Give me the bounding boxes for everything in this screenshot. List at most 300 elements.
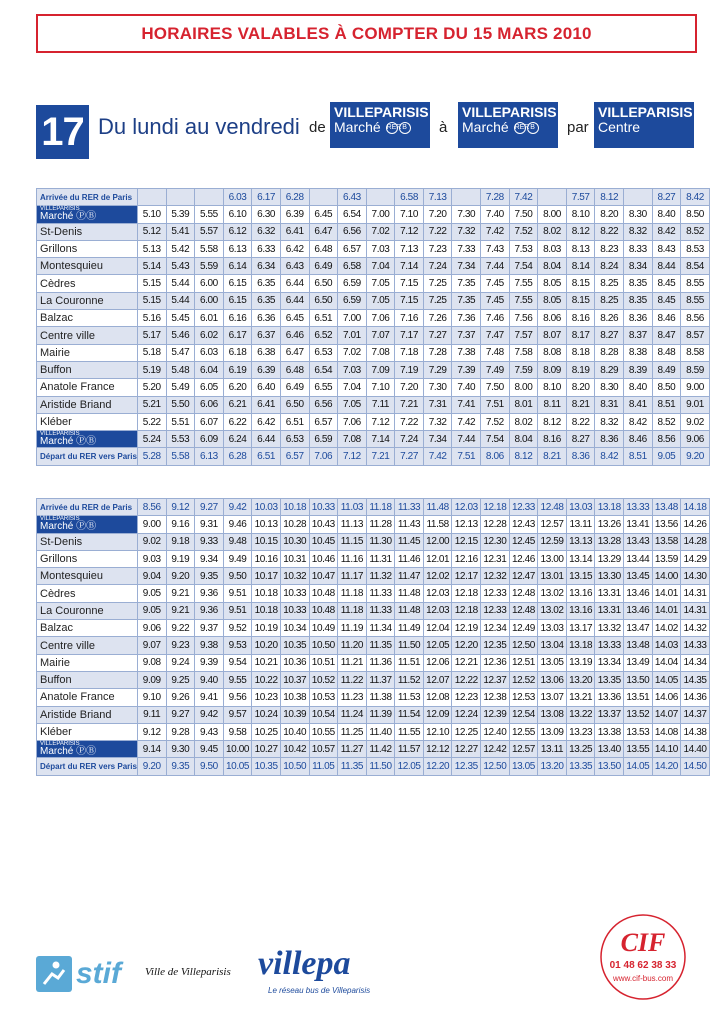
time-cell: 7.04 (338, 379, 367, 396)
stop-row (37, 361, 710, 378)
time-cell: 10.34 (280, 620, 309, 637)
time-cell: 11.48 (423, 499, 452, 516)
stif-runner-icon (36, 956, 72, 992)
time-cell: 10.24 (252, 706, 281, 723)
time-cell: 5.19 (137, 361, 166, 378)
time-cell: 6.38 (252, 344, 281, 361)
time-cell: 9.50 (223, 568, 252, 585)
time-cell (309, 189, 338, 206)
time-cell: 7.10 (395, 206, 424, 223)
time-cell: 9.25 (166, 671, 195, 688)
time-cell: 12.49 (509, 620, 538, 637)
time-cell: 9.42 (223, 499, 252, 516)
time-cell: 12.43 (509, 516, 538, 533)
time-cell: 6.22 (223, 413, 252, 430)
time-cell: 13.29 (595, 550, 624, 567)
time-cell: 14.34 (681, 654, 710, 671)
time-cell: 7.56 (509, 310, 538, 327)
time-cell: 11.49 (395, 620, 424, 637)
time-cell: 13.07 (538, 689, 567, 706)
time-cell: 8.33 (624, 240, 653, 257)
time-cell: 7.21 (366, 448, 395, 465)
time-cell: 9.52 (223, 620, 252, 637)
time-cell: 12.36 (481, 654, 510, 671)
via-stop-name: Centre (598, 118, 641, 135)
stop-row (37, 413, 710, 430)
time-cell: 13.19 (566, 654, 595, 671)
time-cell: 12.50 (481, 758, 510, 775)
stop-row (37, 533, 710, 550)
time-cell: 12.31 (481, 550, 510, 567)
time-cell: 14.35 (681, 671, 710, 688)
time-cell: 13.28 (595, 533, 624, 550)
time-cell: 6.54 (309, 361, 338, 378)
time-cell: 5.43 (166, 258, 195, 275)
stop-row (37, 516, 710, 533)
time-cell: 9.08 (137, 654, 166, 671)
time-cell: 14.01 (652, 585, 681, 602)
stop-label: VILLEPARISIS Marché ⓅⒷ (37, 516, 138, 533)
time-cell: 6.44 (280, 275, 309, 292)
time-cell: 12.19 (452, 620, 481, 637)
stop-row (37, 637, 710, 654)
time-cell: 10.38 (280, 689, 309, 706)
time-cell: 12.35 (481, 637, 510, 654)
time-cell: 6.33 (252, 240, 281, 257)
time-cell: 8.55 (681, 292, 710, 309)
time-cell: 6.58 (338, 258, 367, 275)
time-cell: 11.21 (338, 654, 367, 671)
from-stop-city: VILLEPARISIS (334, 104, 429, 120)
time-cell: 13.11 (538, 741, 567, 758)
time-cell: 11.37 (366, 671, 395, 688)
stop-row (37, 240, 710, 257)
time-cell: 5.24 (137, 431, 166, 448)
stop-label: Départ du RER vers Paris (37, 448, 138, 465)
time-cell: 9.28 (166, 723, 195, 740)
time-cell: 13.33 (624, 499, 653, 516)
time-cell: 5.16 (137, 310, 166, 327)
time-cell: 8.19 (566, 361, 595, 378)
time-cell: 8.29 (595, 361, 624, 378)
time-cell: 5.55 (195, 206, 224, 223)
service-days: Du lundi au vendredi (98, 114, 300, 139)
time-cell: 9.35 (195, 568, 224, 585)
time-cell: 7.33 (452, 240, 481, 257)
time-cell: 8.44 (652, 258, 681, 275)
time-cell: 5.17 (137, 327, 166, 344)
time-cell: 7.14 (395, 258, 424, 275)
time-cell: 10.46 (309, 550, 338, 567)
time-cell: 7.19 (395, 361, 424, 378)
time-cell: 11.54 (395, 706, 424, 723)
time-cell: 8.04 (538, 258, 567, 275)
time-cell: 11.57 (395, 741, 424, 758)
time-cell: 11.24 (338, 706, 367, 723)
time-cell: 7.54 (481, 431, 510, 448)
time-cell: 7.06 (338, 413, 367, 430)
time-cell: 6.47 (280, 344, 309, 361)
time-cell: 9.06 (681, 431, 710, 448)
time-cell: 9.40 (195, 671, 224, 688)
time-cell: 8.35 (624, 275, 653, 292)
time-cell: 5.22 (137, 413, 166, 430)
time-cell: 8.53 (681, 240, 710, 257)
time-cell: 11.52 (395, 671, 424, 688)
line-b-icon: B (527, 122, 539, 134)
time-cell: 9.45 (195, 741, 224, 758)
time-cell: 8.56 (652, 431, 681, 448)
stop-label: Balzac (37, 310, 138, 327)
time-cell: 8.20 (595, 206, 624, 223)
time-cell (166, 189, 195, 206)
time-cell: 10.31 (280, 550, 309, 567)
time-cell: 14.01 (652, 602, 681, 619)
time-cell: 12.10 (423, 723, 452, 740)
time-cell: 13.50 (624, 671, 653, 688)
time-cell: 6.50 (280, 396, 309, 413)
time-cell: 6.59 (309, 431, 338, 448)
time-cell: 7.25 (423, 275, 452, 292)
time-cell: 13.53 (624, 723, 653, 740)
time-cell: 8.26 (595, 310, 624, 327)
time-cell: 12.55 (509, 723, 538, 740)
time-cell: 7.14 (366, 431, 395, 448)
time-cell: 10.30 (280, 533, 309, 550)
ville-logo-text: Ville de Villeparisis (145, 966, 231, 978)
time-cell: 8.59 (681, 361, 710, 378)
time-cell: 10.43 (309, 516, 338, 533)
time-cell: 9.24 (166, 654, 195, 671)
time-cell: 5.58 (195, 240, 224, 257)
time-cell: 12.16 (452, 550, 481, 567)
time-cell: 13.46 (624, 602, 653, 619)
time-cell: 8.12 (509, 448, 538, 465)
time-cell: 11.40 (366, 723, 395, 740)
time-cell: 11.13 (338, 516, 367, 533)
time-cell: 11.33 (395, 499, 424, 516)
time-cell: 12.48 (538, 499, 567, 516)
time-cell: 7.05 (338, 396, 367, 413)
stop-row (37, 550, 710, 567)
time-cell: 8.20 (566, 379, 595, 396)
time-cell: 6.45 (309, 206, 338, 223)
cif-phone: 01 48 62 38 33 (609, 960, 677, 971)
time-cell: 8.42 (595, 448, 624, 465)
time-cell: 13.41 (624, 516, 653, 533)
time-cell: 10.20 (252, 637, 281, 654)
time-cell: 12.39 (481, 706, 510, 723)
time-cell: 9.54 (223, 654, 252, 671)
time-cell: 5.51 (166, 413, 195, 430)
time-cell: 12.03 (423, 585, 452, 602)
time-cell: 12.25 (452, 723, 481, 740)
time-cell: 5.53 (166, 431, 195, 448)
time-cell: 10.03 (252, 499, 281, 516)
time-cell: 14.32 (681, 620, 710, 637)
time-cell: 7.28 (423, 344, 452, 361)
time-cell: 13.26 (595, 516, 624, 533)
time-cell: 8.12 (538, 413, 567, 430)
time-cell: 7.12 (395, 223, 424, 240)
time-cell: 7.44 (452, 431, 481, 448)
time-cell: 7.31 (423, 396, 452, 413)
time-cell: 8.43 (652, 240, 681, 257)
time-cell: 8.30 (624, 206, 653, 223)
time-cell: 13.25 (566, 741, 595, 758)
time-cell: 13.13 (566, 533, 595, 550)
time-cell: 7.49 (481, 361, 510, 378)
time-cell: 10.54 (309, 706, 338, 723)
time-cell: 13.03 (538, 620, 567, 637)
time-cell: 8.08 (538, 344, 567, 361)
time-cell: 7.42 (481, 223, 510, 240)
stop-row (37, 654, 710, 671)
time-cell: 6.14 (223, 258, 252, 275)
time-cell: 13.16 (566, 602, 595, 619)
time-cell: 7.03 (338, 361, 367, 378)
time-cell: 7.40 (452, 379, 481, 396)
time-cell: 14.33 (681, 637, 710, 654)
time-cell: 8.34 (624, 258, 653, 275)
stop-row (37, 310, 710, 327)
time-cell: 7.24 (423, 258, 452, 275)
time-cell: 13.31 (595, 602, 624, 619)
time-cell (452, 189, 481, 206)
stop-label: Arrivée du RER de Paris (37, 499, 138, 516)
time-cell: 6.50 (309, 292, 338, 309)
cif-website: www.cif-bus.com (612, 974, 673, 983)
time-cell: 14.00 (652, 568, 681, 585)
stif-logo (36, 956, 121, 992)
to-word: à (439, 119, 448, 136)
time-cell: 7.29 (423, 361, 452, 378)
time-cell: 6.53 (280, 431, 309, 448)
time-cell: 7.21 (395, 396, 424, 413)
time-cell: 9.07 (137, 637, 166, 654)
time-cell: 6.37 (252, 327, 281, 344)
stop-row (37, 258, 710, 275)
time-cell: 13.51 (624, 689, 653, 706)
time-cell: 9.05 (137, 585, 166, 602)
time-cell: 13.02 (538, 602, 567, 619)
time-cell: 10.37 (280, 671, 309, 688)
time-cell: 14.05 (652, 671, 681, 688)
stop-label: Arrivée du RER de Paris (37, 189, 138, 206)
time-cell: 13.45 (624, 568, 653, 585)
time-cell: 7.30 (423, 379, 452, 396)
time-cell: 9.12 (166, 499, 195, 516)
time-cell: 10.32 (280, 568, 309, 585)
time-cell: 11.48 (395, 585, 424, 602)
stop-label: Centre ville (37, 327, 138, 344)
from-word: de (309, 119, 326, 136)
time-cell: 6.40 (252, 379, 281, 396)
time-cell: 7.53 (509, 240, 538, 257)
stop-label: Mairie (37, 344, 138, 361)
time-cell: 11.16 (338, 550, 367, 567)
time-cell: 9.02 (681, 413, 710, 430)
time-cell: 6.05 (195, 379, 224, 396)
time-cell: 8.27 (652, 189, 681, 206)
time-cell: 7.54 (509, 258, 538, 275)
time-cell: 6.57 (280, 448, 309, 465)
time-cell: 9.02 (137, 533, 166, 550)
time-cell: 9.50 (195, 758, 224, 775)
time-cell: 10.16 (252, 550, 281, 567)
time-cell: 7.52 (481, 413, 510, 430)
time-cell: 11.42 (366, 741, 395, 758)
stop-label: VILLEPARISIS Marché ⓅⒷ (37, 741, 138, 758)
time-cell: 6.12 (223, 223, 252, 240)
time-cell: 10.33 (280, 602, 309, 619)
time-cell: 7.47 (481, 327, 510, 344)
time-cell: 5.47 (166, 344, 195, 361)
time-cell: 11.17 (338, 568, 367, 585)
time-cell: 8.25 (595, 292, 624, 309)
time-cell: 6.13 (195, 448, 224, 465)
time-cell: 8.16 (538, 431, 567, 448)
time-cell: 12.17 (452, 568, 481, 585)
time-cell: 9.14 (137, 741, 166, 758)
time-cell: 7.00 (366, 206, 395, 223)
time-cell: 9.03 (137, 550, 166, 567)
time-cell: 9.04 (137, 568, 166, 585)
time-cell: 9.21 (166, 585, 195, 602)
time-cell: 13.40 (595, 741, 624, 758)
time-cell: 13.11 (566, 516, 595, 533)
time-cell: 13.18 (566, 637, 595, 654)
time-cell: 11.36 (366, 654, 395, 671)
time-cell: 10.57 (309, 741, 338, 758)
time-cell: 12.03 (452, 499, 481, 516)
time-cell: 13.09 (538, 723, 567, 740)
time-cell: 12.23 (452, 689, 481, 706)
time-cell: 6.41 (280, 223, 309, 240)
time-cell: 11.18 (366, 499, 395, 516)
time-cell: 14.07 (652, 706, 681, 723)
time-cell: 7.27 (423, 327, 452, 344)
time-cell: 13.03 (566, 499, 595, 516)
time-cell: 5.49 (166, 379, 195, 396)
time-cell: 6.50 (309, 275, 338, 292)
time-cell: 9.36 (195, 585, 224, 602)
time-cell: 5.15 (137, 275, 166, 292)
time-cell: 8.18 (566, 344, 595, 361)
time-cell: 7.24 (395, 431, 424, 448)
stop-label: Balzac (37, 620, 138, 637)
time-cell: 11.55 (395, 723, 424, 740)
time-cell: 10.39 (280, 706, 309, 723)
time-cell: 6.00 (195, 275, 224, 292)
stop-row (37, 602, 710, 619)
time-cell: 6.56 (309, 396, 338, 413)
time-cell: 7.15 (395, 292, 424, 309)
time-cell: 7.10 (366, 379, 395, 396)
time-cell: 10.35 (280, 637, 309, 654)
time-cell: 12.18 (452, 602, 481, 619)
time-cell: 9.43 (195, 723, 224, 740)
time-cell: 9.51 (223, 585, 252, 602)
time-cell: 5.21 (137, 396, 166, 413)
time-cell: 13.32 (595, 620, 624, 637)
time-cell: 11.31 (366, 550, 395, 567)
time-cell: 10.48 (309, 602, 338, 619)
time-cell: 8.22 (595, 223, 624, 240)
time-cell: 12.33 (481, 585, 510, 602)
time-cell: 8.38 (624, 344, 653, 361)
time-cell: 6.36 (252, 310, 281, 327)
time-cell: 10.05 (223, 758, 252, 775)
time-cell: 9.18 (166, 533, 195, 550)
stop-row (37, 568, 710, 585)
time-cell: 7.32 (452, 223, 481, 240)
time-cell: 9.49 (223, 550, 252, 567)
time-cell: 7.36 (452, 310, 481, 327)
timetable-midday (36, 498, 710, 776)
time-cell: 6.04 (195, 361, 224, 378)
time-cell: 10.13 (252, 516, 281, 533)
time-cell: 8.36 (595, 431, 624, 448)
time-cell: 6.58 (395, 189, 424, 206)
time-cell: 7.32 (423, 413, 452, 430)
line-number-badge: 17 (36, 105, 89, 159)
time-cell: 8.06 (481, 448, 510, 465)
departure-row (37, 758, 710, 775)
time-cell: 9.05 (137, 602, 166, 619)
time-cell: 13.01 (538, 568, 567, 585)
time-cell: 13.20 (566, 671, 595, 688)
time-cell: 11.50 (366, 758, 395, 775)
time-cell: 8.10 (566, 206, 595, 223)
time-cell: 7.08 (366, 344, 395, 361)
time-cell: 11.33 (366, 602, 395, 619)
villepa-logo-subtitle: Le réseau bus de Villeparisis (268, 986, 371, 995)
time-cell: 12.20 (423, 758, 452, 775)
time-cell: 6.59 (338, 275, 367, 292)
time-cell: 13.46 (624, 585, 653, 602)
time-cell: 8.02 (509, 413, 538, 430)
time-cell: 6.24 (223, 431, 252, 448)
time-cell: 8.45 (652, 275, 681, 292)
time-cell: 13.35 (566, 758, 595, 775)
time-cell: 9.09 (137, 671, 166, 688)
time-cell: 11.27 (338, 741, 367, 758)
time-cell: 10.42 (280, 741, 309, 758)
time-cell: 10.53 (309, 689, 338, 706)
time-cell: 6.18 (223, 344, 252, 361)
time-cell: 7.41 (452, 396, 481, 413)
time-cell: 12.18 (481, 499, 510, 516)
time-cell: 9.12 (137, 723, 166, 740)
time-cell: 7.09 (366, 361, 395, 378)
time-cell: 10.00 (223, 741, 252, 758)
stop-label: Anatole France (37, 689, 138, 706)
time-cell: 12.05 (423, 637, 452, 654)
time-cell: 13.43 (624, 533, 653, 550)
time-cell: 7.13 (423, 189, 452, 206)
time-cell: 13.31 (595, 585, 624, 602)
time-cell: 9.48 (223, 533, 252, 550)
time-cell: 6.07 (195, 413, 224, 430)
time-cell: 14.03 (652, 637, 681, 654)
time-cell: 6.48 (280, 361, 309, 378)
time-cell: 11.25 (338, 723, 367, 740)
time-cell: 12.50 (509, 637, 538, 654)
time-cell: 13.35 (595, 671, 624, 688)
time-cell: 12.27 (452, 741, 481, 758)
time-cell: 7.27 (395, 448, 424, 465)
